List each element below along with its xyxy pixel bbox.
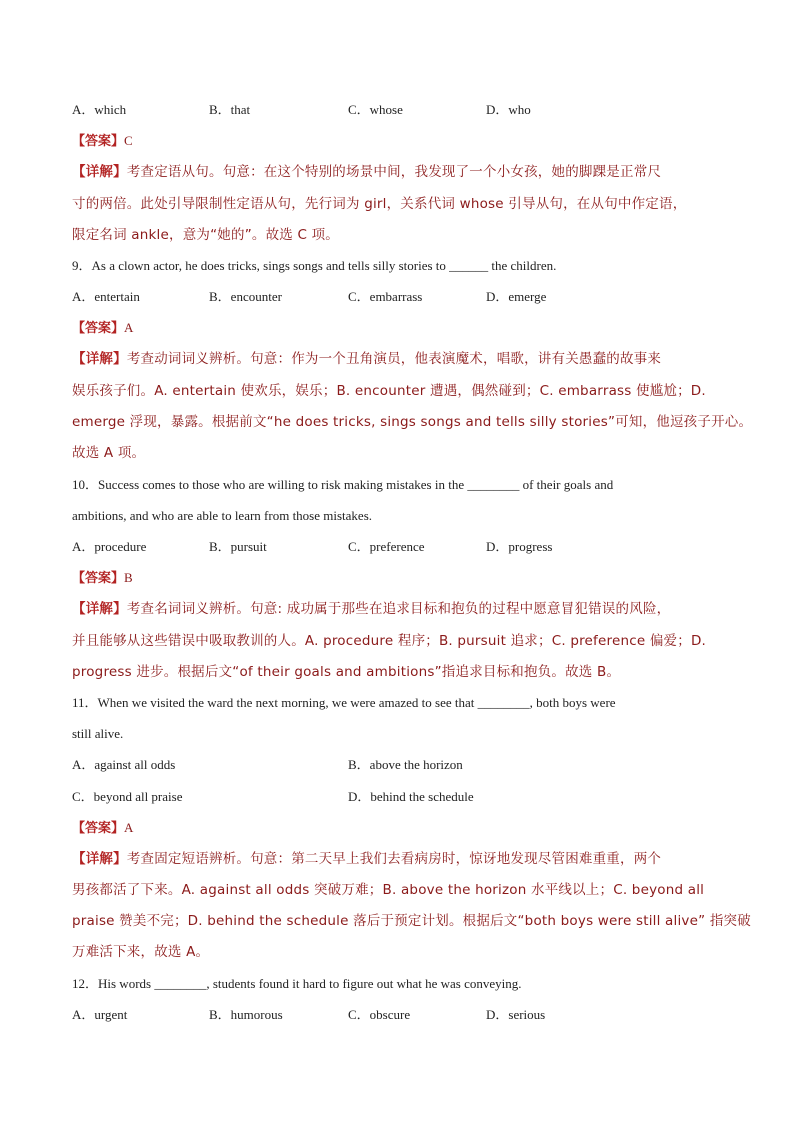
q10-detail-line-2: 并且能够从这些错误中吸取教训的人。A. procedure 程序；B. pursuit 追求；C. preference 偏爱；D. bbox=[72, 633, 707, 649]
q11-stem-line-1: 11．When we visited the ward the next morning, we were amazed to see that ________, both boys were bbox=[72, 695, 616, 710]
q11-answer: 【答案】A bbox=[72, 820, 134, 836]
answer-tag: 【答案】 bbox=[72, 134, 125, 149]
q8-option-a: A．which bbox=[72, 102, 127, 117]
q11-detail-line-3: praise 赞美不完；D. behind the schedule 落后于预定计划。根据后文“both boys were still alive” 指突破 bbox=[72, 913, 751, 929]
q11-stem-line-2: still alive. bbox=[72, 726, 124, 741]
q8-option-c: C．whose bbox=[348, 102, 403, 117]
q10-stem-line-2: ambitions, and who are able to learn from those mistakes. bbox=[72, 508, 373, 523]
q11-detail-line-1: 【详解】考查固定短语辨析。句意：第二天早上我们去看病房时，惊讶地发现尽管困难重重，两个 bbox=[72, 851, 662, 867]
q8-detail-line-3: 限定名词 ankle，意为“她的”。故选 C 项。 bbox=[72, 227, 339, 243]
q10-option-c: C．preference bbox=[348, 539, 425, 554]
q8-detail-line-1: 【详解】考查定语从句。句意：在这个特别的场景中间，我发现了一个小女孩，她的脚踝是正常尺 bbox=[72, 164, 662, 180]
q8-detail-line-2: 寸的两倍。此处引导限制性定语从句，先行词为 girl，关系代词 whose 引导从句，在从句中作定语， bbox=[72, 196, 687, 212]
q10-answer: 【答案】B bbox=[72, 570, 133, 586]
q12-option-a: A．urgent bbox=[72, 1007, 128, 1022]
q10-option-a: A．procedure bbox=[72, 539, 147, 554]
q12-option-d: D．serious bbox=[486, 1007, 546, 1022]
q8-answer bbox=[72, 132, 133, 151]
q9-option-a: A．entertain bbox=[72, 289, 140, 304]
q9-answer: 【答案】A bbox=[72, 320, 134, 336]
q10-option-b: B．pursuit bbox=[209, 539, 267, 554]
q11-option-a: A．against all odds bbox=[72, 757, 176, 772]
q10-stem-line-1: 10．Success comes to those who are willing to risk making mistakes in the ________ of their goals and bbox=[72, 477, 614, 492]
q11-detail-line-4: 万难活下来，故选 A。 bbox=[72, 944, 210, 960]
q9-option-d: D．emerge bbox=[486, 289, 547, 304]
answer-value: C bbox=[124, 133, 133, 148]
q9-option-c: C．embarrass bbox=[348, 289, 423, 304]
q9-detail-line-3: emerge 浮现，暴露。根据前文“he does tricks, sings songs and tells silly stories”可知，他逗孩子开心。 bbox=[72, 414, 753, 430]
q8-option-b: B．that bbox=[209, 102, 251, 117]
q12-option-c: C．obscure bbox=[348, 1007, 411, 1022]
q10-detail-line-1: 【详解】考查名词词义辨析。句意: 成功属于那些在追求目标和抱负的过程中愿意冒犯错误的风险， bbox=[72, 601, 671, 617]
q9-detail-line-1: 【详解】考查动词词义辨析。句意：作为一个丑角演员，他表演魔术，唱歌，讲有关愚蠢的故事来 bbox=[72, 351, 662, 367]
q8-option-d: D．who bbox=[486, 102, 531, 117]
q11-option-d: D．behind the schedule bbox=[348, 789, 474, 804]
q9-option-b: B．encounter bbox=[209, 289, 282, 304]
q12-stem: 12．His words ________, students found it hard to figure out what he was conveying. bbox=[72, 976, 522, 991]
q11-detail-line-2: 男孩都活了下来。A. against all odds 突破万难；B. above the horizon 水平线以上；C. beyond all bbox=[72, 882, 705, 898]
q9-detail-line-4: 故选 A 项。 bbox=[72, 445, 146, 461]
q9-stem: 9．As a clown actor, he does tricks, sings songs and tells silly stories to ______ the children. bbox=[72, 258, 557, 273]
q11-option-c: C．beyond all praise bbox=[72, 789, 183, 804]
q10-detail-line-3: progress 进步。根据后文“of their goals and ambitions”指追求目标和抱负。故选 B。 bbox=[72, 664, 621, 680]
q9-detail-line-2: 娱乐孩子们。A. entertain 使欢乐，娱乐；B. encounter 遭遇，偶然碰到；C. embarrass 使尴尬；D. bbox=[72, 383, 706, 399]
detail-tag: 【详解】 bbox=[72, 164, 127, 180]
q11-option-b: B．above the horizon bbox=[348, 757, 463, 772]
q12-option-b: B．humorous bbox=[209, 1007, 283, 1022]
q10-option-d: D．progress bbox=[486, 539, 553, 554]
